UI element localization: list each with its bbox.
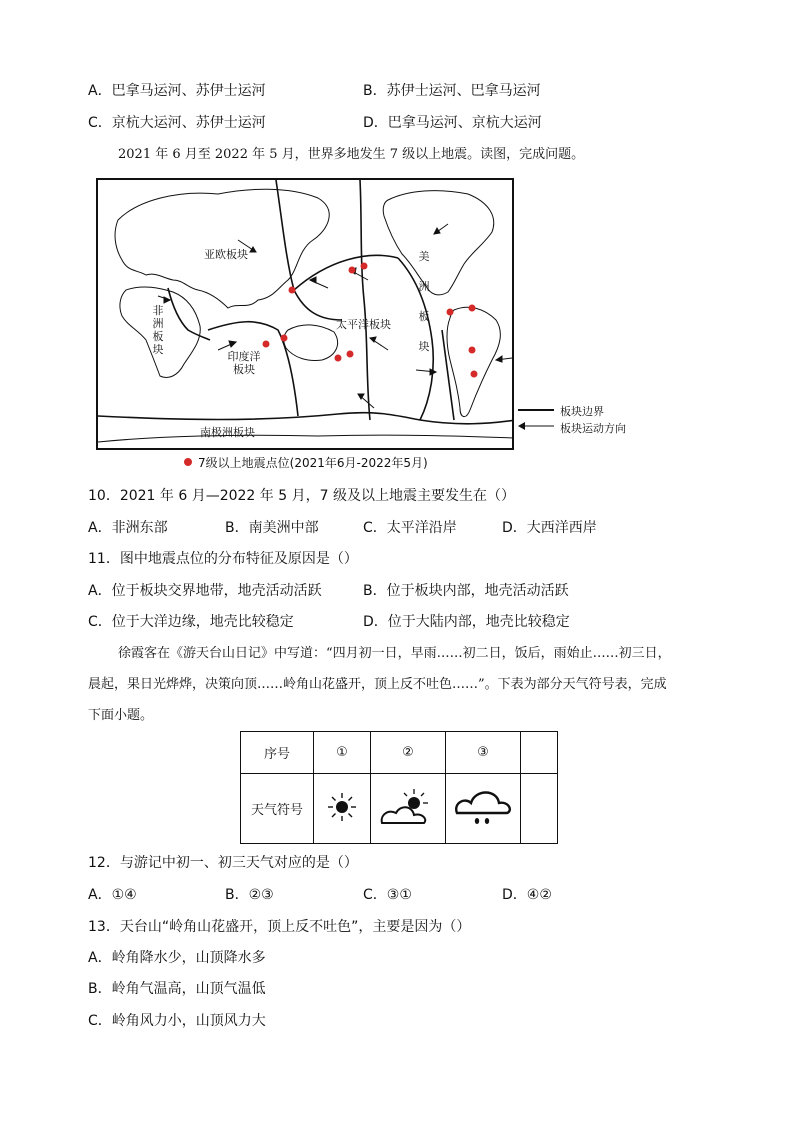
- australia-coast: [284, 325, 338, 361]
- q10-stem: 10．2021 年 6 月—2022 年 5 月，7 级及以上地震主要发生在（）: [88, 488, 515, 504]
- q13-option-b: B．岭角气温高，山顶气温低: [88, 981, 266, 997]
- q10-option-d: D．大西洋西岸: [502, 520, 597, 536]
- q11-option-b: B．位于板块内部，地壳活动活跃: [363, 583, 569, 599]
- q9-option-a: A．巴拿马运河、苏伊士运河: [88, 83, 266, 99]
- q13-option-c: C．岭角风力小，山顶风力大: [88, 1013, 266, 1029]
- partly-cloudy-icon: [376, 785, 440, 829]
- table-num-1: ①: [314, 732, 371, 774]
- quake-dot: [349, 267, 356, 274]
- q9-option-c: C．京杭大运河、苏伊士运河: [88, 115, 266, 131]
- intro-weather-line1: 徐霞客在《游天台山日记》中写道：“四月初一日，早雨……初二日，饭后，雨始止……初三日，: [118, 646, 671, 661]
- cloud-rain-icon: [451, 785, 515, 829]
- boundary-pacific-west: [276, 180, 342, 320]
- q11-option-c: C．位于大洋边缘，地壳比较稳定: [88, 614, 294, 630]
- label-america: 美洲板块: [418, 250, 430, 353]
- quake-dot: [469, 305, 476, 312]
- label-indian: 印度洋板块: [227, 350, 261, 376]
- quake-dot: [281, 335, 288, 342]
- antarctica-coast: [98, 435, 514, 442]
- table-header-number: 序号: [241, 732, 314, 774]
- legend-boundary: 板块边界: [560, 405, 604, 418]
- quake-dot: [263, 341, 270, 348]
- intro-weather-line2: 晨起，果日光烨烨，决策向顶……岭角山花盛开，顶上反不吐色……”。下表为部分天气符号表，完成: [88, 677, 667, 692]
- quake-dot: [335, 355, 342, 362]
- north-america-coast: [383, 191, 494, 295]
- q13-stem: 13．天台山“岭角山花盛开，顶上反不吐色”，主要是因为（）: [88, 919, 471, 935]
- boundary-southamerica: [442, 330, 454, 420]
- table-symbol-4: [521, 774, 558, 844]
- plate-map: [96, 178, 514, 450]
- boundary-africa: [168, 288, 210, 340]
- q11-stem: 11．图中地震点位的分布特征及原因是（）: [88, 551, 358, 567]
- q9-option-d: D．巴拿马运河、京杭大运河: [363, 115, 542, 131]
- q12-option-a: A．①④: [88, 887, 137, 903]
- quake-dot: [347, 351, 354, 358]
- table-num-3: ③: [446, 732, 521, 774]
- q11-option-d: D．位于大陆内部，地壳比较稳定: [363, 614, 570, 630]
- q9-option-b: B．苏伊士运河、巴拿马运河: [363, 83, 541, 99]
- table-symbol-1: [314, 774, 371, 844]
- table-num-2: ②: [371, 732, 446, 774]
- weather-table: [240, 731, 558, 844]
- table-symbol-3: [446, 774, 521, 844]
- q10-option-b: B．南美洲中部: [225, 520, 319, 536]
- table-header-symbol: 天气符号: [241, 774, 314, 844]
- south-america-coast: [447, 307, 500, 416]
- sun-icon: [322, 787, 362, 827]
- q10-option-a: A．非洲东部: [88, 520, 168, 536]
- boundary-antarctic: [98, 413, 514, 424]
- boundary-atlantic: [360, 180, 370, 420]
- q12-option-c: C．③①: [363, 887, 412, 903]
- intro-earthquake: 2021 年 6 月至 2022 年 5 月，世界多地发生 7 级以上地震。读图，完成问题。: [118, 147, 585, 162]
- q12-option-d: D．④②: [502, 887, 552, 903]
- label-eurasia: 亚欧板块: [204, 248, 248, 261]
- q12-stem: 12．与游记中初一、初三天气对应的是（）: [88, 855, 358, 871]
- boundary-pacific-north: [294, 255, 398, 290]
- intro-weather-line3: 下面小题。: [88, 708, 154, 723]
- quake-dot: [471, 371, 478, 378]
- table-symbol-2: [371, 774, 446, 844]
- label-pacific: 太平洋板块: [336, 318, 391, 331]
- q10-option-c: C．太平洋沿岸: [363, 520, 457, 536]
- table-num-4: [521, 732, 558, 774]
- q13-option-a: A．岭角降水少，山顶降水多: [88, 950, 266, 966]
- quake-dot: [447, 309, 454, 316]
- label-antarctic: 南极洲板块: [200, 426, 255, 439]
- legend-quake: 7级以上地震点位(2021年6月-2022年5月): [198, 456, 428, 470]
- legend-lines: [516, 404, 556, 434]
- legend-motion: 板块运动方向: [560, 422, 626, 435]
- quake-dot: [289, 287, 296, 294]
- q11-option-a: A．位于板块交界地带，地壳活动活跃: [88, 583, 322, 599]
- quake-dot: [469, 347, 476, 354]
- q12-option-b: B．②③: [225, 887, 274, 903]
- quake-dot: [361, 263, 368, 270]
- legend-quake-dot: [184, 458, 192, 466]
- label-africa: 非洲板块: [152, 304, 164, 356]
